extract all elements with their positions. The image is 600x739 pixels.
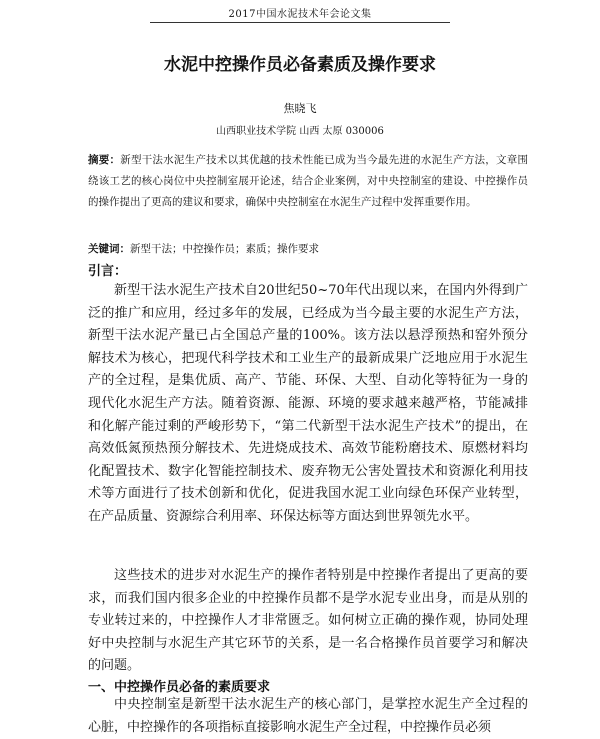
keywords-text: 新型干法；中控操作员；素质；操作要求 (130, 243, 319, 255)
section-1-heading: 一、中控操作员必备的素质要求 (88, 680, 271, 695)
intro-paragraph-2: 这些技术的进步对水泥生产的操作者特别是中控操作者提出了更高的要求，而我们国内很多企业的中控操作员都不是学水泥专业出身，而是从别的专业转过来的，中控操作人才非常匮乏。如何树立正确的操作观，协同处理好中央控制与水泥生产其它环节的关系，是一名合格操作员首要学习和解决的问题。 (88, 568, 528, 674)
keywords-label: 关键词： (88, 243, 130, 255)
intro-paragraph-1: 新型干法水泥生产技术自20世纪50~70年代出现以来，在国内外得到广泛的推广和应用，经过多年的发展，已经成为当今最主要的水泥生产方法，新型干法水泥产量已占全国总产量的100%。该方法以悬浮预热和窑外预分解技术为核心，把现代科学技术和工业生产的最新成果广泛地应用于水泥生产的全过程，是集优质、高产、节能、环保、大型、自动化等特征为一身的现代化水泥生产方法。随着资源、能源、环境的要求越来越严格，节能减排和化解产能过剩的严峻形势下，“第二代新型干法水泥生产技术”的提出，在高效低氮预热预分解技术、先进烧成技术、高效节能粉磨技术、原燃材料均化配置技术、数字化智能控制技术、废弃物无公害处置技术和资源化利用技术等方面进行了技术创新和优化，促进我国水泥工业向绿色环保产业转型，在产品质量、资源综合利用率、环保达标等方面达到世界领先水平。 (88, 283, 528, 524)
running-header: 2017中国水泥技术年会论文集 (150, 5, 450, 23)
abstract-text: 新型干法水泥生产技术以其优越的技术性能已成为当今最先进的水泥生产方法，文章围绕该工艺的核心岗位中央控制室展开论述，结合企业案例，对中央控制室的建设、中控操作员的操作提出了更高的建议和要求，确保中央控制室在水泥生产过程中发挥重要作用。 (88, 154, 529, 208)
abstract-label: 摘要： (88, 154, 121, 166)
keywords (88, 240, 528, 258)
section-1-paragraph: 中央控制室是新型干法水泥生产的核心部门，是掌控水泥生产全过程的心脏，中控操作的各项指标直接影响水泥生产全过程，中控操作员必须 (88, 697, 528, 735)
author-name: 焦晓飞 (283, 102, 317, 115)
abstract (88, 150, 528, 213)
author-affiliation: 山西职业技术学院 山西 太原 030006 (216, 126, 384, 137)
paper-title: 水泥中控操作员必备素质及操作要求 (164, 55, 436, 75)
intro-heading: 引言： (88, 264, 128, 279)
